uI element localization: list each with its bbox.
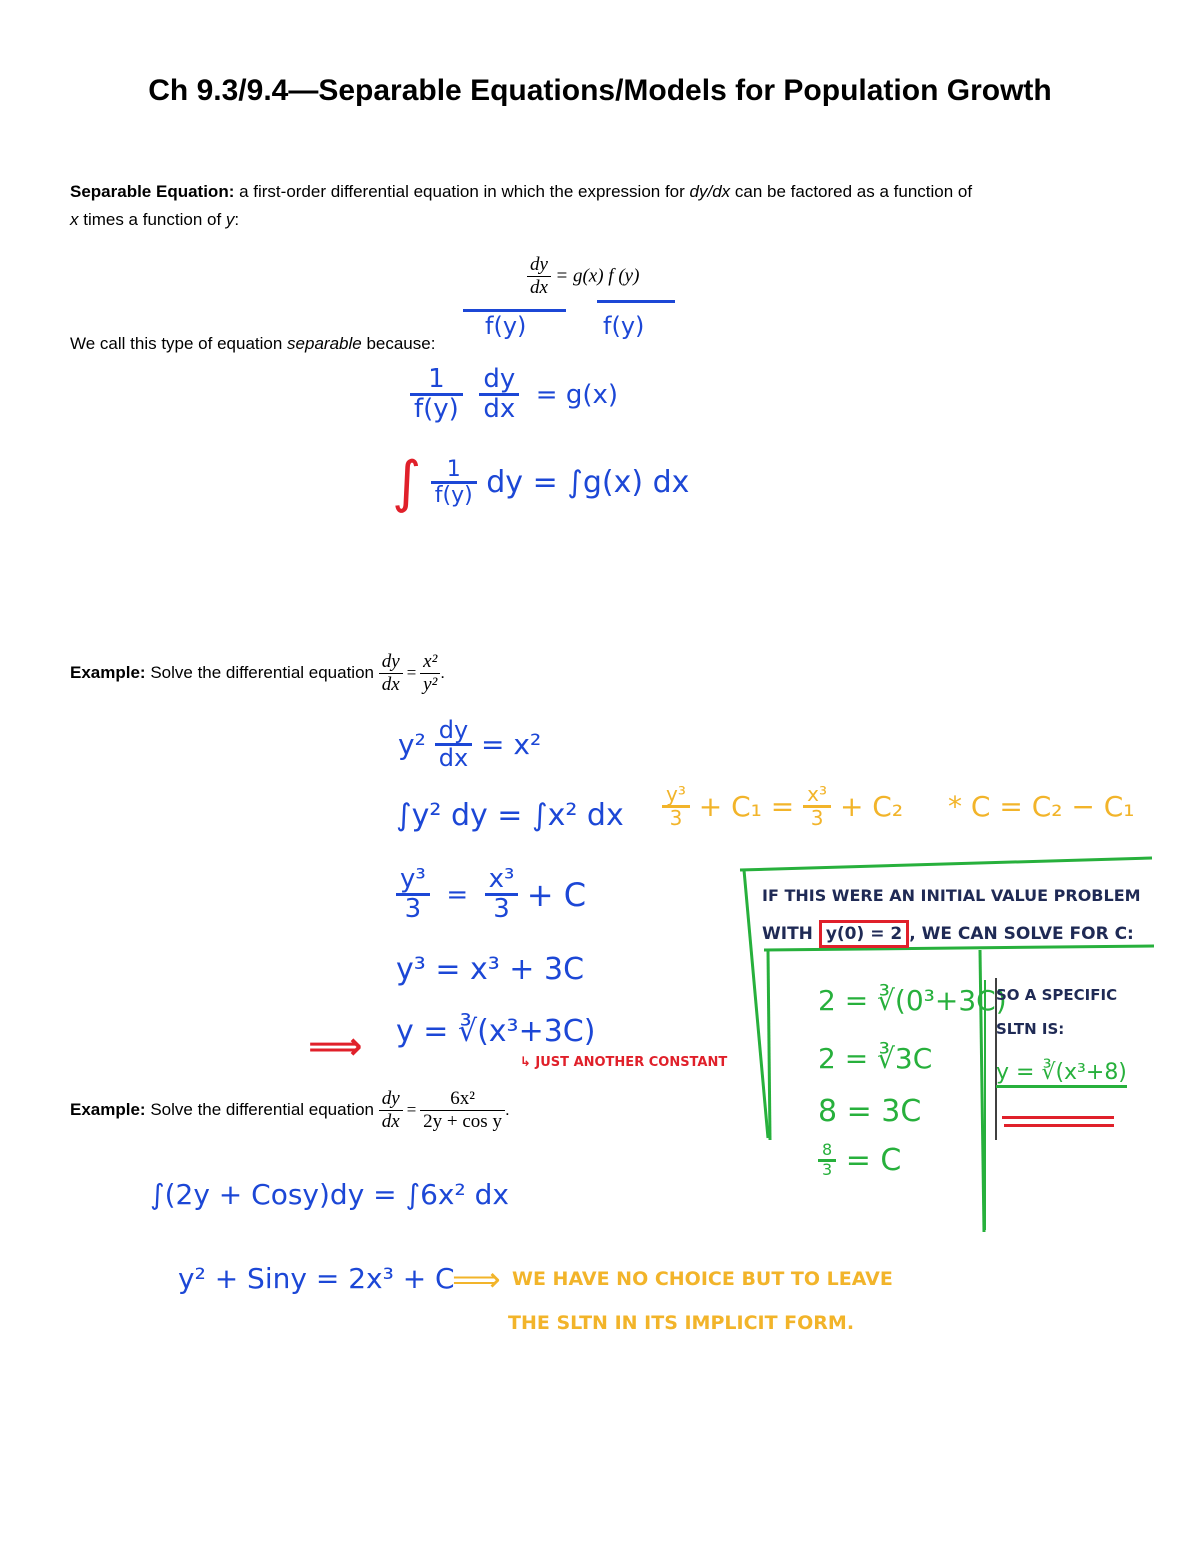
example2-numerator: dy: [379, 1088, 403, 1111]
definition-text: :: [234, 210, 240, 229]
green-step2: 2 = ∛3C: [818, 1042, 933, 1075]
integral-sign: ∫: [392, 450, 422, 515]
ex1-step5: y = ∛(x³+3C): [396, 1014, 596, 1049]
specific-underline-2: [1004, 1124, 1114, 1127]
example2-denominator: dx: [381, 1110, 400, 1132]
ex1-x3: x³: [485, 866, 519, 896]
separable-text: We call this type of equation: [70, 334, 288, 353]
yellow-c-def: * C = C₂ − C₁: [947, 790, 1135, 823]
ex1-three: 3: [493, 894, 510, 925]
ex1-step4: y³ = x³ + 3C: [396, 952, 585, 987]
definition-y: y: [225, 210, 235, 229]
ex1-plus-c: + C: [526, 875, 587, 914]
yellow-x3: x³: [803, 784, 831, 808]
ex2-note-line2: THE SLTN IN ITS IMPLICIT FORM.: [508, 1312, 855, 1334]
green-step1: 2 = ∛(0³+3C): [818, 984, 1007, 1017]
example1-denominator: dx: [381, 673, 400, 695]
example1-rhs-denominator: y²: [423, 673, 438, 695]
fy-left: f(y): [485, 312, 527, 340]
hw-dy: dy: [479, 366, 519, 396]
yellow-c1: + C₁ =: [698, 790, 795, 823]
definition-paragraph: [70, 178, 1140, 234]
specific-label2: SLTN IS:: [996, 1020, 1065, 1038]
separable-italic: separable: [287, 334, 362, 353]
ex2-step1: ∫(2y + Cosy)dy = ∫6x² dx: [150, 1178, 509, 1211]
hw-dx: dx: [483, 394, 516, 425]
specific-solution: y = ∛(x³+8): [996, 1060, 1127, 1088]
example1-equals: =: [405, 663, 418, 682]
fy-right: f(y): [603, 312, 645, 340]
example1-numerator: dy: [379, 651, 403, 674]
specific-underline-1: [1002, 1116, 1114, 1119]
ex1-eq: =: [446, 879, 469, 910]
example1-text: Solve the differential equation: [145, 663, 379, 682]
ex1-y3: y³: [396, 866, 430, 896]
formula-denominator: dx: [530, 277, 548, 298]
ex2-arrow: ⟹: [452, 1260, 501, 1300]
ex1-dx: dx: [438, 744, 469, 773]
ex1-step3: [396, 866, 586, 924]
ex2-step2: y² + Siny = 2x³ + C: [178, 1262, 455, 1295]
ex1-arrow: ⟹: [308, 1024, 363, 1068]
green-eq-c: = C: [845, 1143, 902, 1178]
separable-text: because:: [361, 334, 436, 353]
yellow-three: 3: [810, 806, 824, 830]
yellow-three: 3: [669, 806, 683, 830]
definition-text: times a function of: [78, 210, 226, 229]
formula-rhs: = g(x) f (y): [555, 265, 640, 287]
green-box-line2: [762, 924, 1134, 944]
yellow-c2: + C₂: [839, 790, 904, 823]
example2-equals: =: [405, 1100, 418, 1119]
hw-one: 1: [431, 458, 477, 484]
green-box: [730, 850, 1170, 1240]
specific-label1: SO A SPECIFIC: [996, 986, 1118, 1004]
ex1-step2: ∫y² dy = ∫x² dx: [396, 798, 624, 833]
hw-integral-rhs: = ∫g(x) dx: [532, 465, 690, 500]
example2-text: Solve the differential equation: [145, 1100, 379, 1119]
formula-numerator: dy: [527, 254, 551, 277]
hw-eq-gx: = g(x): [535, 379, 619, 410]
divide-line-right: [597, 300, 675, 303]
definition-text: a first-order differential equation in which the expression for: [234, 182, 690, 201]
green-step4: [818, 1142, 901, 1179]
separable-formula: [527, 254, 639, 299]
example1-label: Example:: [70, 663, 146, 682]
green-box-with: WITH: [762, 924, 813, 944]
example1-rhs-numerator: x²: [420, 651, 440, 674]
example2-label: Example:: [70, 1100, 146, 1119]
example2-rhs-denominator: 2y + cos y: [423, 1110, 502, 1132]
example2-statement: [70, 1082, 510, 1138]
ex1-eq-x2: = x²: [481, 728, 542, 762]
hw-integral-dy: dy: [486, 465, 524, 500]
hw-separated-equation: [410, 366, 618, 424]
definition-dydx: dy/dx: [689, 182, 731, 201]
example2-rhs-numerator: 6x²: [420, 1088, 505, 1111]
ex1-three: 3: [404, 894, 422, 925]
definition-term: Separable Equation:: [70, 182, 235, 201]
ex1-step1: [398, 718, 541, 771]
example1-statement: [70, 645, 445, 701]
ex1-dy: dy: [435, 718, 472, 746]
ex2-note-line1: WE HAVE NO CHOICE BUT TO LEAVE: [512, 1268, 893, 1290]
example2-period: .: [504, 1100, 510, 1119]
initial-condition: y(0) = 2: [819, 920, 909, 948]
definition-text: can be factored as a function of: [730, 182, 973, 201]
hw-integral-equation: [392, 450, 689, 515]
green-eight: 8: [818, 1142, 836, 1162]
hw-fy: f(y): [414, 394, 459, 425]
example1-period: .: [440, 663, 446, 682]
yellow-constant-note: [662, 784, 1135, 829]
green-three: 3: [822, 1160, 833, 1179]
page-title: Ch 9.3/9.4—Separable Equations/Models for Population Growth: [148, 74, 1052, 107]
ex1-constant-note: ↳ JUST ANOTHER CONSTANT: [520, 1055, 728, 1070]
green-step3: 8 = 3C: [818, 1094, 922, 1129]
yellow-y3: y³: [662, 784, 690, 808]
hw-fy: f(y): [434, 483, 473, 508]
separable-explanation: [70, 330, 435, 358]
ex1-y2: y²: [398, 728, 426, 762]
green-box-line1: IF THIS WERE AN INITIAL VALUE PROBLEM: [762, 886, 1141, 905]
green-box-solve-for-c: , WE CAN SOLVE FOR C:: [909, 924, 1134, 944]
hw-one: 1: [410, 366, 463, 396]
definition-x: x: [70, 210, 79, 229]
